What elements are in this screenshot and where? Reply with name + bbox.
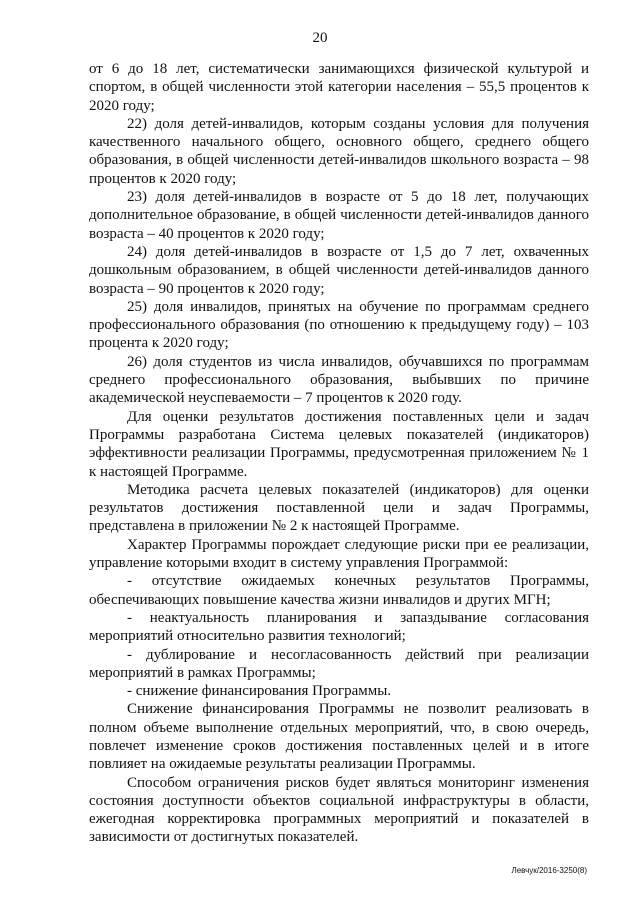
- document-body: [89, 60, 589, 847]
- list-item-24: 24) доля детей-инвалидов в возрасте от 1,5 до 7 лет, охваченных дошкольным образованием, в общей численности детей-инвалидов данного возраста – 90 процентов к 2020 году;: [89, 243, 589, 297]
- document-footer-code: Левчук/2016-3250(8): [511, 866, 587, 875]
- paragraph-continuation: от 6 до 18 лет, систематически занимающихся физической культурой и спортом, в общей численности этой категории населения – 55,5 процентов к 2020 году;: [89, 61, 589, 114]
- risk-item-no-results: - отсутствие ожидаемых конечных результатов Программы, обеспечивающих повышение качества жизни инвалидов и других МГН;: [89, 573, 589, 608]
- page-number: 20: [312, 30, 328, 46]
- risk-item-funding: - снижение финансирования Программы.: [127, 683, 392, 700]
- list-item-26: 26) доля студентов из числа инвалидов, обучавшихся по программам среднего профессионального образования, выбывших по причине академической неуспеваемости – 7 процентов к 2020 году.: [89, 353, 589, 407]
- list-item-25: 25) доля инвалидов, принятых на обучение по программам среднего профессионального образования (по отношению к предыдущему году) – 103 процента к 2020 году;: [89, 298, 589, 352]
- paragraph-risk-mitigation: Способом ограничения рисков будет являться мониторинг изменения состояния доступности объектов социальной инфраструктуры в области, ежегодная корректировка программных мероприятий и показателей в зависимости от достигнутых показателей.: [89, 774, 589, 846]
- risk-item-planning: - неактуальность планирования и запаздывание согласования мероприятий относительно развития технологий;: [89, 609, 589, 645]
- list-item-23: 23) доля детей-инвалидов в возрасте от 5 до 18 лет, получающих дополнительное образование, в общей численности детей-инвалидов данного возраста – 40 процентов к 2020 году;: [89, 189, 589, 242]
- paragraph-funding-consequences: Снижение финансирования Программы не позволит реализовать в полном объеме выполнение отдельных мероприятий, что, в свою очередь, повлечет изменение сроков достижения поставленных целей и в итоге повлияет на ожидаемые результаты реализации Программы.: [89, 701, 589, 773]
- paragraph-risks-intro: Характер Программы порождает следующие риски при ее реализации, управление которыми входит в систему управления Программой:: [89, 536, 589, 572]
- risk-item-duplication: - дублирование и несогласованность действий при реализации мероприятий в рамках Программы;: [89, 646, 589, 681]
- paragraph-indicators-system: Для оценки результатов достижения поставленных цели и задач Программы разработана Система целевых показателей (индикаторов) эффективности реализации Программы, предусмотренная приложением № 1 к настоящей Программе.: [89, 408, 589, 480]
- paragraph-methodology: Методика расчета целевых показателей (индикаторов) для оценки результатов достижения поставленной цели и задач Программы, представлена в приложении № 2 к настоящей Программе.: [89, 481, 589, 535]
- list-item-22: 22) доля детей-инвалидов, которым созданы условия для получения качественного начального общего, основного общего, среднего общего образования, в общей численности детей-инвалидов школьного возраста – 98 процентов к 2020 году;: [89, 115, 589, 187]
